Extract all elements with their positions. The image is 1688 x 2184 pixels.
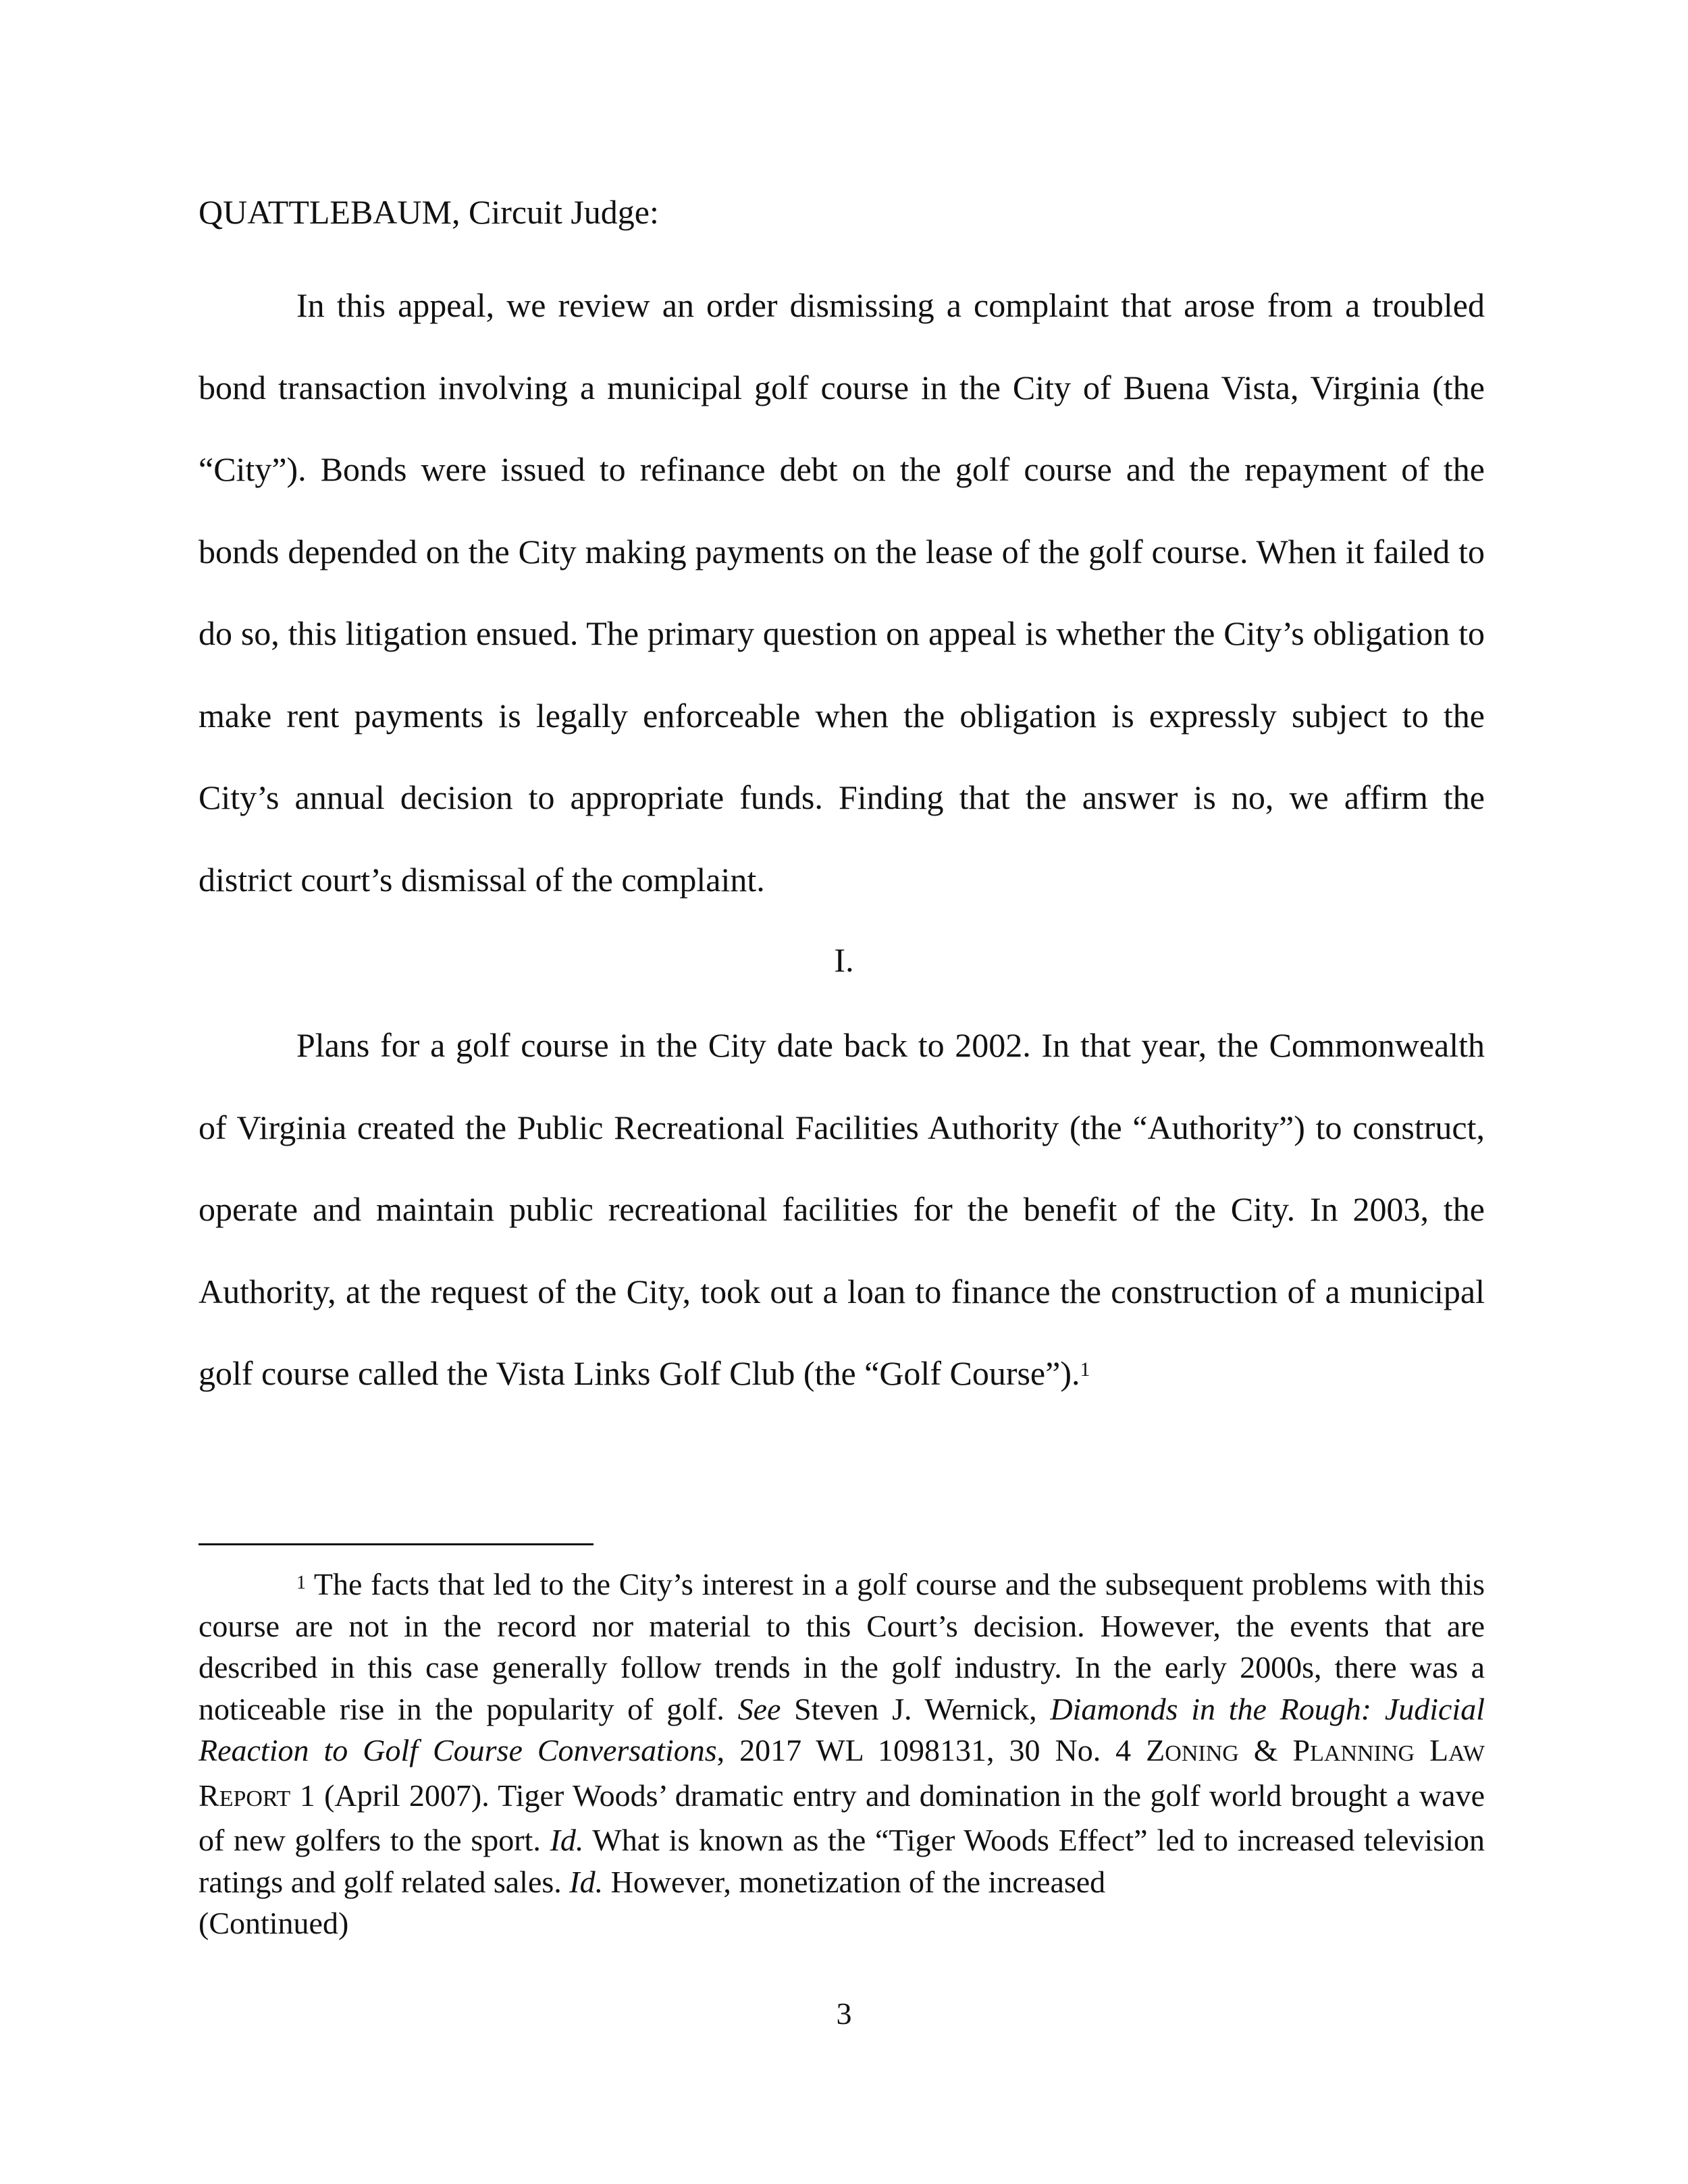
citation-tail: 1 (April 2007). Tiger Woods’ dramatic entry and domination in the golf world brought a wave of new golfers to the sport. bbox=[199, 1778, 1485, 1857]
footnote-text-part1: The facts that led to the City’s interest in a golf course and the subsequent problems with this course are not in the record nor material to this Court’s decision. However, the events that are described in this case generally follow trends in the golf industry. In the early 2000s, there was a noticeable rise in the popularity of golf. bbox=[199, 1567, 1485, 1726]
judge-author-line: QUATTLEBAUM, Circuit Judge: bbox=[199, 193, 659, 231]
footnote-separator bbox=[199, 1543, 594, 1545]
section-paragraph-block bbox=[199, 1005, 1485, 1415]
citation-journal-name: ZONING & PLANNING LAW REPORT bbox=[199, 1733, 1485, 1813]
intro-paragraph-block bbox=[199, 265, 1485, 921]
footnote-continued: (Continued) bbox=[199, 1906, 349, 1940]
section-heading: I. bbox=[834, 941, 854, 979]
citation-id-1: Id. bbox=[550, 1823, 584, 1857]
page-number: 3 bbox=[836, 1996, 852, 2031]
footnote-text-part3: However, monetization of the increased bbox=[603, 1864, 1106, 1899]
footnote-reference[interactable]: 1 bbox=[1080, 1358, 1090, 1381]
intro-paragraph: In this appeal, we review an order dismissing a complaint that arose from a troubled bond transaction involving a municipal golf course in the City of Buena Vista, Virginia (the “City”). Bonds were issued to refinance debt on the golf course and the repayment of the bonds depended on the City making payments on the lease of the golf course. When it failed to do so, this litigation ensued. The primary question on appeal is whether the City’s obligation to make rent payments is legally enforceable when the obligation is expressly subject to the City’s annual decision to appropriate funds. Finding that the answer is no, we affirm the district court’s dismissal of the complaint. bbox=[199, 286, 1485, 899]
footnote-number: 1 bbox=[296, 1572, 306, 1593]
citation-author: Steven J. Wernick, bbox=[781, 1691, 1051, 1726]
footnote-text-part2: What is known as the “Tiger Woods Effect” led to increased television ratings and golf related sales. bbox=[199, 1823, 1485, 1899]
footnote bbox=[199, 1564, 1485, 1944]
section-paragraph-text: Plans for a golf course in the City date back to 2002. In that year, the Commonwealth of Virginia created the Public Recreational Facilities Authority (the “Authority”) to construct, operate and maintain public recreational facilities for the benefit of the City. In 2003, the Authority, at the request of the City, took out a loan to finance the construction of a municipal golf course called the Vista Links Golf Club (the “Golf Course”). bbox=[199, 1026, 1485, 1392]
footnote-body bbox=[199, 1564, 1485, 1944]
citation-id-2: Id. bbox=[569, 1864, 604, 1899]
citation-article-title: Diamonds in the Rough: Judicial Reaction to Golf Course Conversations bbox=[199, 1691, 1485, 1767]
citation-reference: , 2017 WL 1098131, 30 No. 4 bbox=[716, 1733, 1146, 1767]
section-paragraph bbox=[199, 1005, 1485, 1415]
citation-signal-see: See bbox=[737, 1691, 781, 1726]
